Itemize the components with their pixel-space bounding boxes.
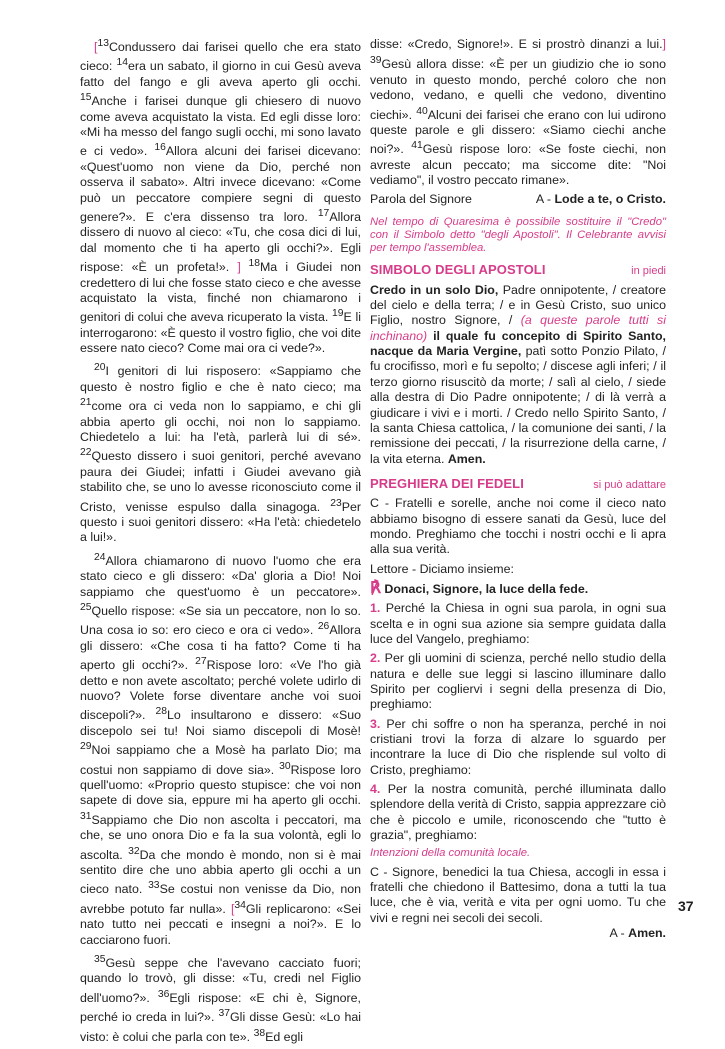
lent-rubric: Nel tempo di Quaresima è possibile sostituire il "Credo" con il Simbolo detto "degli Apostoli". Il Celebrante avvisi per tempo l'assemblea. [370,215,666,255]
bracket-open: [ [94,40,98,55]
verse-number: 33 [148,880,160,892]
verse-text: Allora chiamarono di nuovo l'uomo che era stato cieco e gli dissero: «Da' gloria a Dio! Noi sappiamo che quest'uomo è un peccatore». [80,553,361,599]
verse-number: 27 [195,656,207,668]
gospel-paragraph-3 [80,550,361,948]
response-prefix: A - [535,192,555,207]
intention-number: 2. [370,651,381,666]
gospel-paragraph-5 [370,37,666,188]
prayer-response [370,581,666,597]
verse-number: 22 [80,447,92,459]
gospel-paragraph-1 [80,36,361,356]
verse-number: 23 [330,497,342,509]
verse-number: 31 [80,810,92,822]
verse-text: Ma i Giudei non credettero di lui che fosse stato cieco e che avesse acquistato la vista, finché non chiamarono i genitori di colui che aveva ricuperato la vista. [80,260,361,325]
intention-1 [370,601,666,647]
verse-number: 39 [370,55,382,67]
creed-incarnation: il quale fu concepito di Spirito Santo, nacque da Maria Vergine, [370,328,666,359]
left-column [80,36,361,1049]
prayer-intro: C - Fratelli e sorelle, anche noi come il cieco nato abbiamo bisogno di essere sanati da Gesù, luce del mondo. Preghiamo che tocchi i nostri occhi e li apra alla sua verità. [370,496,666,557]
verse-text: Gli replicarono: «Sei nato tutto nei peccati e insegni a noi?». E lo cacciarono fuori. [80,901,361,947]
verse-number: 32 [128,845,140,857]
bracket-close: ] [237,260,241,275]
verse-text: era un sabato, il giorno in cui Gesù aveva fatto del fango e gli aveva aperto gli occhi. [80,59,361,89]
creed-text: Padre onnipotente, / creatore del cielo e della terra; / e in Gesù Cristo, suo unico Figlio, nostro Signore, / [370,282,666,328]
verse-text: Condussero dai farisei quello che era stato cieco: [80,40,361,74]
verse-text: Rispose loro quell'uomo: «Proprio questo stupisce: che voi non sapete di dove sia, eppure mi ha aperto gli occhi. [80,762,361,808]
verse-number: 28 [155,706,168,718]
bracket-close: ] [662,37,666,51]
verse-number: 30 [279,760,291,772]
verse-number: 21 [80,397,92,409]
verse-number: 15 [80,92,92,104]
intention-2 [370,651,666,712]
intention-text: Per chi soffre o non ha speranza, perché in noi cristiani trovi la forza di alzare lo sguardo per incontrare la luce di Dio che risplende sul volto di Cristo, preghiamo: [370,716,666,777]
verse-text: E li interrogarono: «È questo il vostro figlio, che voi dite essere nato cieco? Come mai ora ci vede?». [80,310,362,356]
verse-number: 36 [157,988,170,1000]
verse-text: Gesù rispose loro: «Se foste ciechi, non avreste alcun peccato; ma siccome dite: "Noi vediamo", il vostro peccato rimane». [370,142,666,188]
gospel-response [536,192,666,207]
right-column [370,37,666,941]
response-text: Donaci, Signore, la luce della fede. [380,581,589,596]
verse-number: 41 [411,140,423,152]
verse-text: Sappiamo che Dio non ascolta i peccatori, ma che, se uno onora Dio e fa la sua volontà, egli lo ascolta. [80,812,361,862]
verse-text: Questo dissero i suoi genitori, perché avevano paura dei Giudei; infatti i Giudei avevano già stabilito che, se uno lo avesse riconosciuto come il Cristo, venisse espulso dalla sinagoga. [80,449,361,514]
verse-text: Per questo i suoi genitori dissero: «Ha l'età: chiedetelo a lui!». [80,499,361,545]
intention-text: Per la nostra comunità, perché illuminata dallo splendore della verità di Cristo, sappia apprezzare ciò che è piccolo e umile, riconoscendo che "tutto è grazia", preghiamo: [370,782,666,843]
word-of-lord-text: Parola del Signore [370,192,472,207]
verse-text: Gesù seppe che l'avevano cacciato fuori; quando lo trovò, gli disse: «Tu, credi nel Figlio dell'uomo?». [80,956,361,1005]
intention-number: 1. [370,601,381,616]
intention-number: 4. [370,782,381,797]
verse-number: 34 [234,899,246,911]
verse-text: Allora dissero di nuovo al cieco: «Tu, che cosa dici di lui, dal momento che ti ha aperto gli occhi?». Egli rispose: «È un profeta!». [80,210,361,275]
response-text: Lode a te, o Cristo. [554,192,666,207]
prayer-header [370,476,666,493]
verse-number: 13 [97,38,109,49]
creed-bow-rubric: (a queste parole tutti si inchinano) [370,313,666,343]
verse-number: 20 [94,362,106,374]
response-prefix: A - [609,926,629,941]
verse-number: 26 [317,621,330,633]
verse-number: 29 [80,741,92,753]
verse-number: 18 [240,258,260,270]
intention-text: Per gli uomini di scienza, perché nello studio della natura e delle sue leggi si lascino illuminare dallo Spirito per cogliervi i segni della presenza di Dio, preghiamo: [370,651,666,712]
apostles-creed-text [370,283,666,467]
verse-text: Anche i farisei dunque gli chiesero di nuovo come aveva acquistato la vista. Ed egli disse loro: «Mi ha messo del fango sugli occhi, mi sono lavato e ci vedo». [80,94,361,159]
bracket-open: [ [230,901,235,916]
verse-text: Egli rispose: «E chi è, Signore, perché io creda in lui?». [80,990,361,1025]
verse-number: 19 [332,308,344,320]
verse-text: Se costui non venisse da Dio, non avrebbe potuto far nulla». [80,882,361,916]
intention-number: 3. [370,716,381,731]
verse-text: Gesù allora disse: «È per un giudizio che io sono venuto in questo mondo, perché coloro che non vedono, vedano, e quelli che vedono, diventino ciechi». [370,57,666,122]
verse-text: Noi sappiamo che a Mosè ha parlato Dio; ma costui non sappiamo di dove sia». [80,743,361,777]
creed-posture-note: in piedi [631,265,666,278]
verse-text: Ed egli [265,1029,303,1044]
verse-text: Alcuni dei farisei che erano con lui udirono queste parole e gli dissero: «Siamo ciechi anche noi?». [370,107,666,157]
closing-response [370,926,666,941]
verse-number: 16 [154,142,166,154]
closing-prayer: C - Signore, benedici la tua Chiesa, accogli in essa i fratelli che chiedono il Battesimo, dona a tutti la tua luce, che è via, verità e vita per ogni uomo. Tu che vivi e regni nei secoli dei secoli. [370,864,666,925]
response-symbol-icon: ℟ [370,579,381,597]
page-number: 37 [678,898,694,914]
verse-text: Allora gli dissero: «Che cosa ti ha fatto? Come ti ha aperto gli occhi?». [80,623,361,673]
creed-amen: Amen. [447,451,486,466]
gospel-paragraph-4 [80,952,361,1045]
verse-text: I genitori di lui risposero: «Sappiamo che questo è nostro figlio e che è nato cieco; ma [80,364,361,394]
verse-text: Lo insultarono e dissero: «Suo discepolo sei tu! Noi siamo discepoli di Mosè! [80,708,361,738]
verse-number: 24 [94,551,106,563]
prayer-title: PREGHIERA DEI FEDELI [370,475,524,491]
creed-title: SIMBOLO DEGLI APOSTOLI [370,262,546,278]
verse-text: come ora ci veda non lo sappiamo, e chi gli abbia aperto gli occhi, noi non lo sappiamo. Chiedetelo a lui: ha l'età, parlerà lui di sé». [80,399,361,445]
verse-number: 38 [253,1027,266,1039]
creed-text: patì sotto Ponzio Pilato, / fu crocifisso, morì e fu sepolto; / discese agli inferi; / il terzo giorno risuscitò da morte; / salì al cielo, / siede alla destra di Dio Padre onnipotente; / di là verrà a giudicare i vivi e i morti. / Credo nello Spirito Santo, / la santa Chiesa cattolica, / la comunione dei santi, / la remissione dei peccati, / la risurrezione della carne, / la vita eterna. [370,344,666,466]
intention-4 [370,782,666,843]
verse-text: Rispose loro: «Ve l'ho già detto e non avete ascoltato; perché volete udirlo di nuovo? Volete forse diventare anche voi suoi discepoli?». [80,658,361,723]
verse-number: 37 [218,1008,231,1020]
intention-3 [370,717,666,778]
gospel-paragraph-2 [80,360,361,545]
reader-line: Lettore - Diciamo insieme: [370,561,514,576]
verse-text: disse: «Credo, Signore!». E si prostrò dinanzi a lui. [370,37,663,51]
verse-number: 17 [317,207,330,219]
verse-text: Da che mondo è mondo, non si è mai sentito dire che uno abbia aperto gli occhi a un cieco nato. [80,847,361,897]
creed-opening: Credo in un solo Dio, [370,282,499,297]
verse-text: Gli disse Gesù: «Lo hai visto: è colui che parla con te». [80,1010,361,1044]
intention-text: Perché la Chiesa in ogni sua parola, in ogni sua scelta e in ogni sua azione sia sempre guidata dalla luce del Vangelo, preghiamo: [370,601,666,646]
creed-header [370,262,666,279]
local-intentions-rubric: Intenzioni della comunità locale. [370,847,531,860]
verse-number: 35 [94,953,106,965]
verse-number: 14 [116,57,128,69]
gospel-acclamation [370,192,666,207]
prayer-adapt-note: si può adattare [593,478,666,491]
response-text: Amen. [628,926,666,941]
verse-text: Allora alcuni dei farisei dicevano: «Quest'uomo non viene da Dio, perché non osserva il sabato». Altri invece dicevano: «Come può un peccatore compiere segni di questo genere?». E c'era dissenso tra loro. [80,144,361,225]
verse-number: 40 [416,105,428,117]
verse-number: 25 [80,601,92,613]
verse-text: Quello rispose: «Se sia un peccatore, non lo so. Una cosa io so: ero cieco e ora ci vedo». [80,603,361,638]
